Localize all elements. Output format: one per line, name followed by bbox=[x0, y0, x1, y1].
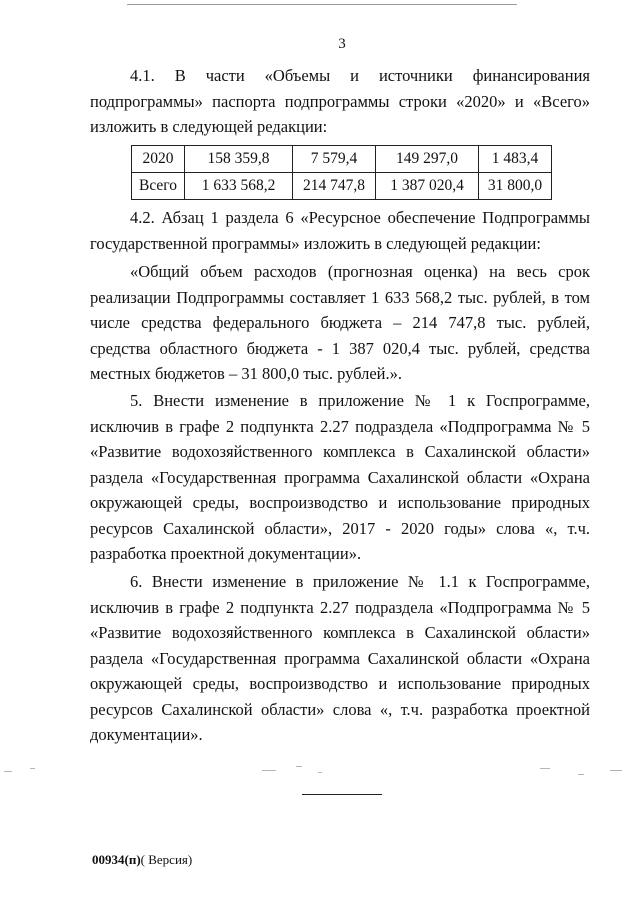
table-row bbox=[132, 146, 552, 173]
funding-table bbox=[131, 145, 552, 200]
document-code-number: 00934(п) bbox=[92, 852, 141, 867]
table-cell: 1 483,4 bbox=[479, 146, 552, 173]
table-cell: 31 800,0 bbox=[479, 173, 552, 200]
table-cell: 1 633 568,2 bbox=[185, 173, 293, 200]
section-4-1-paragraph: 4.1. В части «Объемы и источники финансирования подпрограммы» паспорта подпрограммы строки «2020» и «Всего» изложить в следующей редакции: bbox=[90, 66, 590, 136]
section-5-paragraph: 5. Внести изменение в приложение № 1 к Госпрограмме, исключив в графе 2 подпункта 2.27 подраздела «Подпрограмма № 5 «Развитие водохозяйственного комплекса в Сахалинской области» раздела «Государственная программа Сахалинской области «Охрана окружающей среды, воспроизводство и использование природных ресурсов Сахалинской области», 2017 - 2020 годы» слова «, т.ч. разработка проектной документации». bbox=[90, 391, 590, 563]
top-border-line bbox=[127, 4, 517, 5]
end-separator-line bbox=[302, 794, 382, 795]
quote-paragraph: «Общий объем расходов (прогнозная оценка) на весь срок реализации Подпрограммы составляет 1 633 568,2 тыс. рублей, в том числе средства федерального бюджета – 214 747,8 тыс. рублей, средства областного бюджета - 1 387 020,4 тыс. рублей, средства местных бюджетов – 31 800,0 тыс. рублей.». bbox=[90, 262, 590, 383]
table-cell: 1 387 020,4 bbox=[376, 173, 479, 200]
table-cell: 7 579,4 bbox=[293, 146, 376, 173]
table-cell: 2020 bbox=[132, 146, 185, 173]
page-number: 3 bbox=[338, 36, 346, 52]
section-6-paragraph: 6. Внести изменение в приложение № 1.1 к Госпрограмме, исключив в графе 2 подпункта 2.27 подраздела «Подпрограмма № 5 «Развитие водохозяйственного комплекса в Сахалинской области» раздела «Государственная программа Сахалинской области «Охрана окружающей среды, воспроизводство и использование природных ресурсов Сахалинской области» слова «, т.ч. разработка проектной документации». bbox=[90, 572, 590, 744]
table-cell: Всего bbox=[132, 173, 185, 200]
table-cell: 214 747,8 bbox=[293, 173, 376, 200]
table-cell: 158 359,8 bbox=[185, 146, 293, 173]
section-4-2-paragraph: 4.2. Абзац 1 раздела 6 «Ресурсное обеспечение Подпрограммы государственной программы» изложить в следующей редакции: bbox=[90, 208, 590, 253]
table-cell: 149 297,0 bbox=[376, 146, 479, 173]
document-code bbox=[92, 852, 192, 868]
document-version-label: ( Версия) bbox=[140, 852, 193, 867]
table-row bbox=[132, 173, 552, 200]
